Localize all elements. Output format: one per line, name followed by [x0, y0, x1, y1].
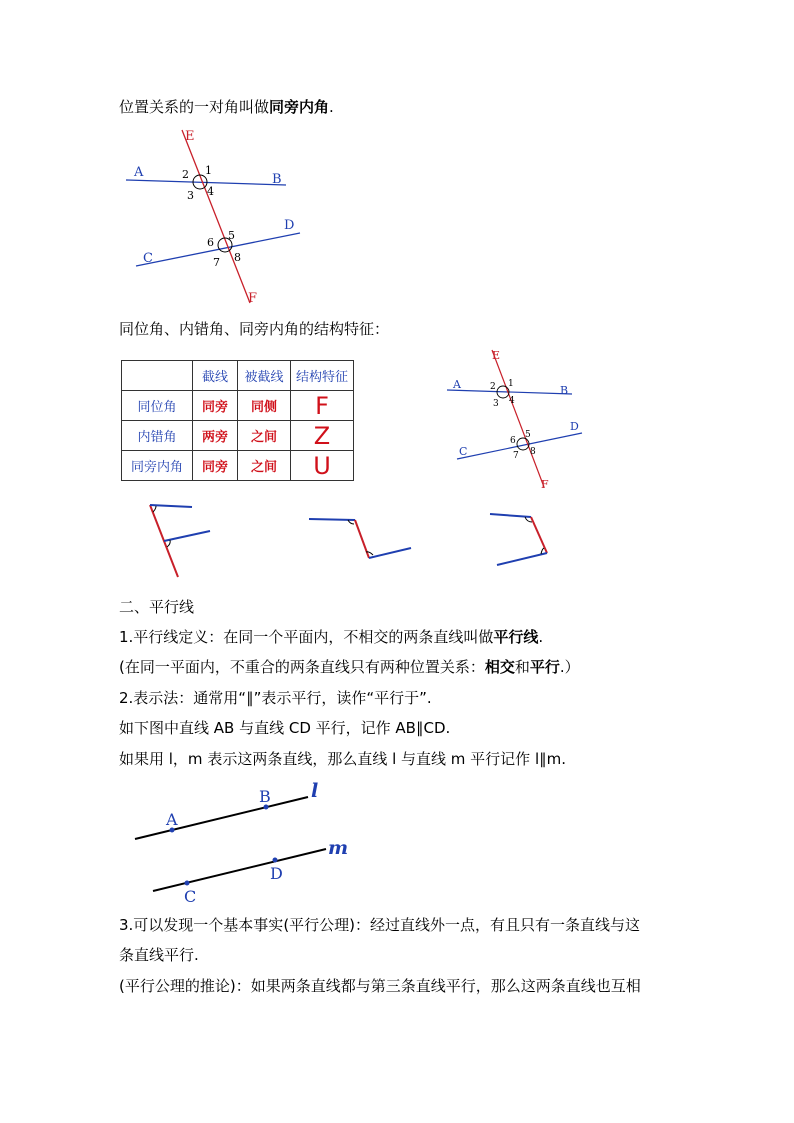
transversal-figure-1 — [120, 125, 310, 310]
relation-term-1: 相交 — [484, 658, 515, 676]
lm-line: 如果用 l，m 表示这两条直线，那么直线 l 与直线 m 平行记作 l∥m. — [119, 750, 566, 768]
angle-4: 4 — [207, 185, 214, 198]
definition-text: 1.平行线定义：在同一个平面内，不相交的两条直线叫做 — [119, 628, 494, 646]
angle-7: 7 — [513, 451, 519, 461]
label-d: D — [570, 420, 579, 433]
row-name: 同旁内角 — [122, 451, 193, 481]
row-name: 内错角 — [122, 421, 193, 451]
label-e: E — [492, 349, 501, 362]
line-ab — [447, 390, 572, 394]
relation-text: (在同一平面内，不重合的两条直线只有两种位置关系： — [119, 658, 485, 676]
label-f: F — [248, 291, 258, 306]
line-m — [153, 849, 326, 891]
line-ef — [492, 350, 544, 487]
angle-3: 3 — [493, 399, 499, 409]
line-l — [135, 797, 308, 839]
intro-term: 同旁内角 — [269, 98, 330, 116]
z-top-line — [309, 519, 355, 520]
label-c: C — [184, 887, 197, 906]
label-a: A — [453, 378, 461, 391]
table-header-cell: 结构特征 — [291, 361, 354, 391]
angle-4: 4 — [509, 396, 515, 406]
relation-end: .） — [559, 658, 580, 676]
intro-text: 位置关系的一对角叫做 — [119, 98, 270, 116]
definition-end: . — [538, 628, 544, 646]
table-header-cell — [122, 361, 193, 391]
angle-1: 1 — [508, 379, 514, 389]
axiom-line-2: 条直线平行. — [119, 946, 199, 964]
angle-feature-table — [121, 360, 354, 481]
intro-line — [119, 96, 334, 118]
notation-line: 2.表示法：通常用“∥”表示平行，读作“平行于”. — [119, 689, 432, 707]
relation-line — [119, 656, 580, 678]
row-cut: 两旁 — [193, 421, 238, 451]
label-d: D — [284, 218, 295, 233]
row-cut: 同旁 — [193, 391, 238, 421]
f-mid-line — [164, 531, 210, 541]
relation-and: 和 — [514, 658, 530, 676]
transversal-figure-2 — [445, 345, 595, 495]
angle-2: 2 — [182, 168, 189, 181]
line-cd — [457, 433, 582, 459]
row-cut: 同旁 — [193, 451, 238, 481]
label-f: F — [541, 478, 549, 491]
f-shape-figure — [140, 495, 220, 580]
angle-5: 5 — [228, 229, 235, 242]
label-b: B — [259, 787, 271, 806]
section-heading: 二、平行线 — [119, 598, 195, 616]
f-angle-mark-top — [153, 506, 156, 512]
angle-8: 8 — [234, 251, 241, 264]
line-ab — [126, 180, 286, 185]
row-name: 同位角 — [122, 391, 193, 421]
row-cutby: 之间 — [238, 421, 291, 451]
angle-7: 7 — [213, 256, 220, 269]
point-d — [273, 858, 278, 863]
angle-8: 8 — [530, 447, 536, 457]
angle-3: 3 — [187, 189, 194, 202]
intro-end: . — [329, 98, 334, 116]
angle-6: 6 — [207, 236, 214, 249]
label-a: A — [166, 810, 178, 829]
label-m: m — [328, 837, 349, 859]
table-header-row — [122, 361, 354, 391]
z-bottom-line — [369, 548, 411, 558]
table-row — [122, 451, 354, 481]
axiom-line-1: 3.可以发现一个基本事实(平行公理)：经过直线外一点，有且只有一条直线与这 — [119, 916, 641, 934]
label-c: C — [459, 445, 468, 458]
table-header-cell: 被截线 — [238, 361, 291, 391]
definition-term: 平行线 — [493, 628, 539, 646]
angle-1: 1 — [205, 164, 212, 177]
u-shape-figure — [485, 505, 555, 570]
label-l: l — [311, 780, 319, 802]
definition-line — [119, 626, 543, 648]
example-line: 如下图中直线 AB 与直线 CD 平行，记作 AB∥CD. — [119, 719, 451, 737]
u-top-line — [490, 514, 531, 517]
point-c — [185, 881, 190, 886]
row-cutby: 之间 — [238, 451, 291, 481]
u-transversal — [531, 517, 547, 553]
label-e: E — [185, 129, 195, 144]
corollary-line: (平行公理的推论)：如果两条直线都与第三条直线平行，那么这两条直线也互相 — [119, 977, 641, 995]
row-cutby: 同侧 — [238, 391, 291, 421]
relation-term-2: 平行 — [529, 658, 560, 676]
row-shape: Z — [291, 421, 354, 451]
row-shape: F — [291, 391, 354, 421]
angle-2: 2 — [490, 382, 496, 392]
row-shape: U — [291, 451, 354, 481]
angle-6: 6 — [510, 436, 516, 446]
label-a: A — [134, 165, 144, 180]
label-d: D — [270, 864, 283, 883]
label-c: C — [143, 251, 153, 266]
angle-5: 5 — [525, 430, 531, 440]
table-row — [122, 421, 354, 451]
z-shape-figure — [305, 508, 415, 568]
table-row — [122, 391, 354, 421]
table-header-cell: 截线 — [193, 361, 238, 391]
features-title: 同位角、内错角、同旁内角的结构特征： — [119, 320, 390, 338]
line-ef — [182, 130, 250, 303]
parallel-lines-figure — [130, 778, 350, 908]
u-bottom-line — [497, 553, 547, 565]
label-b: B — [272, 172, 282, 187]
label-b: B — [560, 384, 569, 397]
